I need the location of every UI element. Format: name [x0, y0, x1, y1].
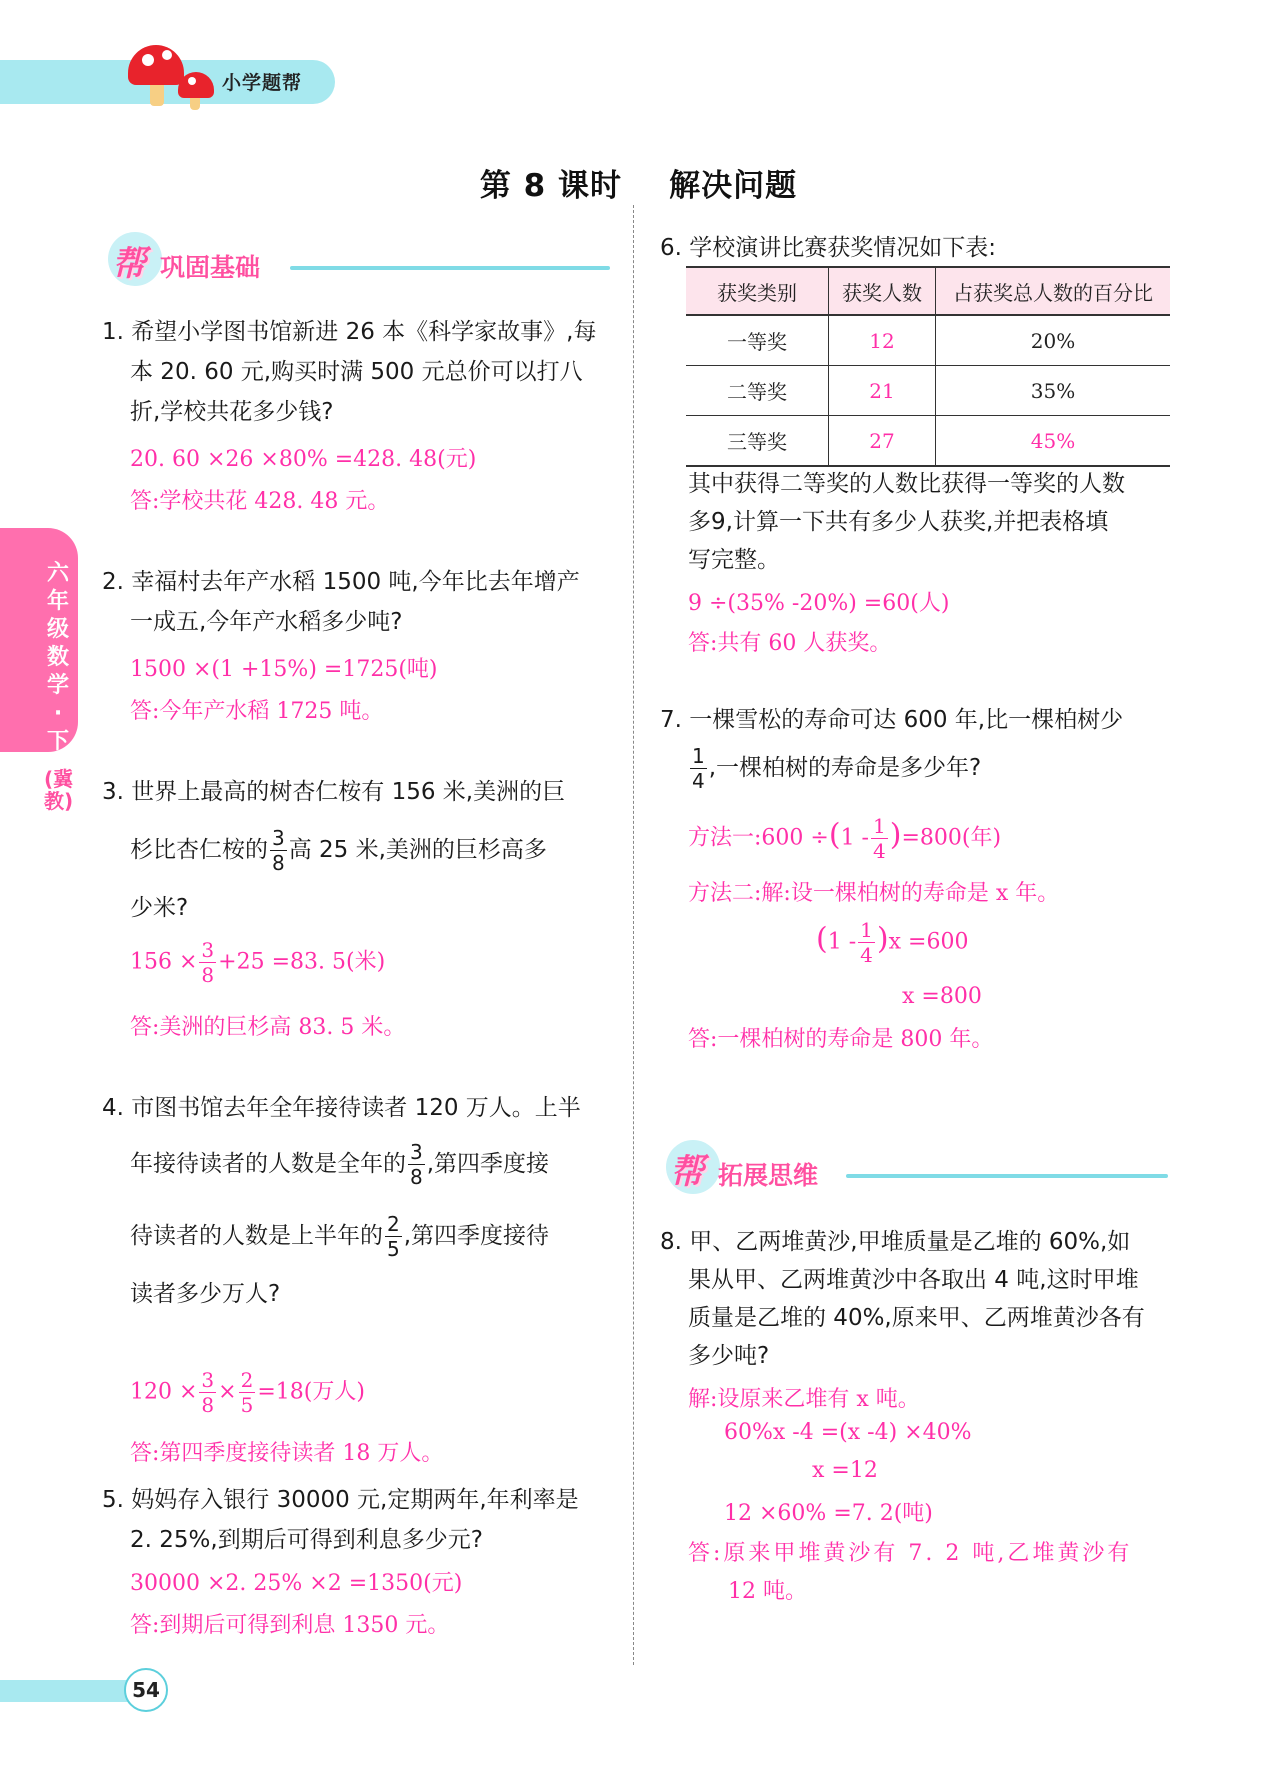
problem-3-line: 3. 世界上最高的树杏仁桉有 156 米,美洲的巨 — [102, 779, 566, 805]
column-divider — [633, 205, 634, 1665]
problem-7-method-2: 方法二:解:设一棵柏树的寿命是 x 年。 — [688, 881, 1060, 906]
fraction: $\frac{1}{4}$ — [692, 744, 705, 793]
table-cell: 35% — [936, 366, 1171, 416]
table-row — [686, 315, 1170, 366]
table-header: 占获奖总人数的百分比 — [936, 267, 1171, 315]
problem-1-answer: 答:学校共花 428. 48 元。 — [130, 489, 390, 514]
page-title: 第 8 课时 解决问题 — [479, 168, 798, 204]
table-cell: 一等奖 — [686, 315, 829, 366]
problem-7-line: 7. 一棵雪松的寿命可达 600 年,比一棵柏树少 — [660, 707, 1124, 733]
fraction: $\frac{2}{5}$ — [240, 1368, 254, 1417]
table-row — [686, 366, 1170, 416]
table-cell-filled: 45% — [936, 416, 1171, 467]
section-extend-label: 拓展思维 — [718, 1161, 819, 1190]
mushroom-dot — [142, 54, 154, 66]
problem-8-line: 果从甲、乙两堆黄沙中各取出 4 吨,这时甲堆 — [688, 1267, 1139, 1293]
problem-3-answer: 156 × $\frac{3}{8}$ +25 =83. 5(米) — [130, 938, 386, 987]
table-row — [686, 416, 1170, 467]
problem-5-answer: 答:到期后可得到利息 1350 元。 — [130, 1613, 450, 1638]
problem-8-line: 质量是乙堆的 40%,原来甲、乙两堆黄沙各有 — [688, 1305, 1145, 1331]
problem-8-answer: 12 吨。 — [728, 1579, 807, 1604]
brand-name: 小学题帮 — [222, 72, 303, 94]
problem-8-answer: x =12 — [812, 1458, 878, 1483]
problem-4-line: 4. 市图书馆去年全年接待读者 120 万人。上半 — [102, 1095, 581, 1121]
table-header: 获奖类别 — [686, 267, 829, 315]
problem-4-line: 年接待读者的人数是全年的 $\frac{3}{8}$ ,第四季度接 — [130, 1140, 550, 1189]
problem-8-line: 8. 甲、乙两堆黄沙,甲堆质量是乙堆的 60%,如 — [660, 1229, 1131, 1255]
problem-1-answer: 20. 60 ×26 ×80% =428. 48(元) — [130, 447, 477, 472]
fraction: $\frac{1}{4}$ — [860, 918, 873, 967]
table-cell-filled: 12 — [829, 315, 936, 366]
problem-6-answer: 9 ÷(35% -20%) =60(人) — [688, 591, 950, 616]
awards-table — [686, 266, 1170, 467]
table-header: 获奖人数 — [829, 267, 936, 315]
fraction: $\frac{3}{8}$ — [201, 1368, 215, 1417]
problem-4-line: 待读者的人数是上半年的 $\frac{2}{5}$ ,第四季度接待 — [130, 1212, 550, 1261]
problem-1-line: 1. 希望小学图书馆新进 26 本《科学家故事》,每 — [102, 319, 597, 345]
problem-8-answer: 12 ×60% =7. 2(吨) — [724, 1501, 933, 1526]
problem-8-answer: 解:设原来乙堆有 x 吨。 — [688, 1387, 920, 1412]
problem-7-equation: x =800 — [902, 984, 982, 1009]
problem-3-line: 杉比杏仁桉的 $\frac{3}{8}$ 高 25 米,美洲的巨杉高多 — [130, 826, 547, 875]
problem-2-answer: 1500 ×(1 +15%) =1725(吨) — [130, 657, 438, 682]
side-tab-grade: 六年级数学·下 — [46, 561, 69, 754]
section-basic-label: 巩固基础 — [160, 253, 261, 282]
problem-6-line: 其中获得二等奖的人数比获得一等奖的人数 — [688, 471, 1125, 497]
problem-4-answer: 120 × $\frac{3}{8}$ × $\frac{2}{5}$ =18(万人) — [130, 1368, 365, 1417]
mushroom-dot — [188, 77, 196, 85]
fraction: $\frac{3}{8}$ — [410, 1140, 423, 1189]
table-cell-filled: 21 — [829, 366, 936, 416]
problem-1-line: 本 20. 60 元,购买时满 500 元总价可以打八 — [130, 359, 583, 385]
problem-2-line: 2. 幸福村去年产水稻 1500 吨,今年比去年增产 — [102, 569, 580, 595]
problem-8-line: 多少吨? — [688, 1343, 770, 1369]
problem-7-answer: 答:一棵柏树的寿命是 800 年。 — [688, 1027, 994, 1052]
section-extend-rule — [846, 1174, 1168, 1178]
table-header-row — [686, 267, 1170, 315]
problem-8-answer: 60%x -4 =(x -4) ×40% — [724, 1420, 972, 1445]
problem-3-line: 少米? — [130, 895, 189, 921]
problem-7-equation: (1 - $\frac{1}{4}$ )x =600 — [816, 918, 969, 967]
fraction: $\frac{2}{5}$ — [387, 1212, 400, 1261]
problem-6-answer: 答:共有 60 人获奖。 — [688, 631, 892, 656]
mushroom-dot — [162, 50, 172, 60]
problem-5-line: 2. 25%,到期后可得到利息多少元? — [130, 1527, 483, 1553]
table-cell: 二等奖 — [686, 366, 829, 416]
problem-2-line: 一成五,今年产水稻多少吨? — [130, 609, 403, 635]
problem-4-answer: 答:第四季度接待读者 18 万人。 — [130, 1441, 444, 1466]
problem-7-line: $\frac{1}{4}$ ,一棵柏树的寿命是多少年? — [692, 744, 982, 793]
problem-6-line: 多9,计算一下共有多少人获奖,并把表格填 — [688, 509, 1109, 535]
problem-5-line: 5. 妈妈存入银行 30000 元,定期两年,年利率是 — [102, 1487, 579, 1513]
fraction: $\frac{1}{4}$ — [873, 814, 886, 863]
problem-5-answer: 30000 ×2. 25% ×2 =1350(元) — [130, 1571, 463, 1596]
section-extend-mark: 帮 — [670, 1152, 704, 1192]
problem-2-answer: 答:今年产水稻 1725 吨。 — [130, 699, 384, 724]
side-tab-publisher: (冀教) — [44, 767, 74, 813]
fraction: $\frac{3}{8}$ — [272, 826, 285, 875]
fraction: $\frac{3}{8}$ — [201, 938, 215, 987]
problem-1-line: 折,学校共花多少钱? — [130, 399, 334, 425]
section-basic-mark: 帮 — [112, 244, 146, 284]
table-cell-filled: 27 — [829, 416, 936, 467]
problem-6-line: 写完整。 — [688, 547, 780, 573]
problem-3-answer: 答:美洲的巨杉高 83. 5 米。 — [130, 1015, 406, 1040]
problem-7-method-1: 方法一:600 ÷(1 - $\frac{1}{4}$ )=800(年) — [688, 814, 1002, 863]
problem-4-line: 读者多少万人? — [130, 1281, 281, 1307]
mushroom-logo — [128, 45, 184, 85]
page-number: 54 — [124, 1668, 168, 1712]
table-cell: 三等奖 — [686, 416, 829, 467]
table-cell: 20% — [936, 315, 1171, 366]
problem-6-line: 6. 学校演讲比赛获奖情况如下表: — [660, 235, 997, 261]
section-basic-rule — [290, 266, 610, 270]
problem-8-answer: 答:原来甲堆黄沙有 7. 2 吨,乙堆黄沙有 — [688, 1541, 1133, 1566]
